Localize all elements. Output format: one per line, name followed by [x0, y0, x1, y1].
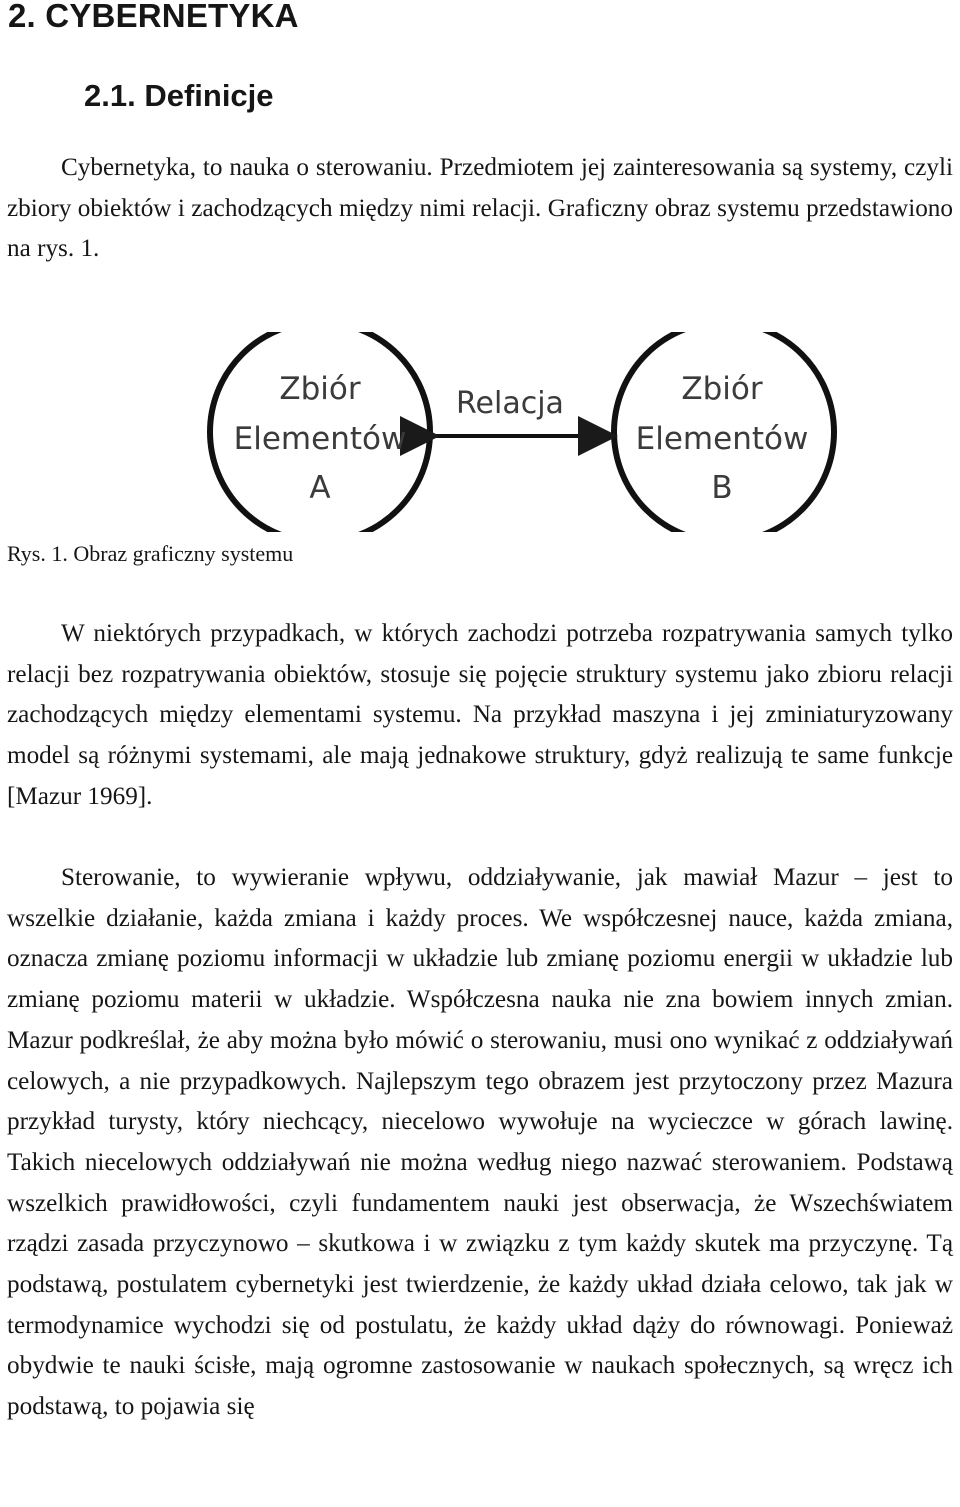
body-paragraph-1: W niektórych przypadkach, w których zachodzi potrzeba rozpatrywania samych tylko relacji bez rozpatrywania obiektów, stosuje się pojęcie struktury systemu jako zbioru relacji zachodzących między elementami systemu. Na przykład maszyna i jej zminiaturyzowany model są różnymi systemami, ale mają jednakowe struktury, gdyż realizują te same funkcje [Mazur 1969].	[7, 620, 953, 810]
left-circle-line-1: Zbiór	[279, 371, 361, 407]
chapter-title: 2. CYBERNETYKA	[8, 0, 299, 34]
figure-caption: Rys. 1. Obraz graficzny systemu	[7, 541, 294, 566]
body-paragraph-2: Sterowanie, to wywieranie wpływu, oddziaływanie, jak mawiał Mazur – jest to wszelkie działanie, każda zmiana i każdy proces. We współczesnej nauce, każda zmiana, oznacza zmianę poziomu informacji w układzie lub zmianę poziomu energii w układzie lub zmianę poziomu materii w układzie. Współczesna nauka nie zna bowiem innych zmian. Mazur podkreślał, że aby można było mówić o sterowaniu, musi ono wynikać z oddziaływań celowych, a nie przypadkowych. Najlepszym tego obrazem jest przytoczony przez Mazura przykład turysty, który niechcący, niecelowo wywołuje na wycieczce w górach lawinę. Takich niecelowych oddziaływań nie można według niego nazwać sterowaniem. Podstawą wszelkich prawidłowości, czyli fundamentem nauki jest obserwacja, że Wszechświatem rządzi zasada przyczynowo – skutkowa i w związku z tym każdy skutek ma przyczynę. Tą podstawą, postulatem cybernetyki jest twierdzenie, że każdy układ działa celowo, tak jak w termodynamice wychodzi się od postulatu, że każdy układ dąży do równowagi. Ponieważ obydwie te nauki ścisłe, mają ogromne zastosowanie w naukach społecznych, są wręcz ich podstawą, to pojawia się	[7, 864, 953, 1421]
section-title: 2.1. Definicje	[84, 78, 274, 113]
relation-label: Relacja	[456, 386, 564, 421]
left-circle-line-3: A	[309, 470, 331, 506]
intro-paragraph: Cybernetyka, to nauka o sterowaniu. Przedmiotem jej zainteresowania są systemy, czyli zbiory obiektów i zachodzących między nimi relacji. Graficzny obraz systemu przedstawiono na rys. 1.	[7, 154, 953, 263]
system-diagram	[200, 332, 840, 532]
right-circle-line-1: Zbiór	[681, 371, 763, 407]
right-circle-line-2: Elementów	[635, 421, 809, 457]
left-circle-line-2: Elementów	[233, 421, 407, 457]
right-circle-line-3: B	[711, 470, 733, 506]
system-diagram-svg	[200, 332, 840, 532]
